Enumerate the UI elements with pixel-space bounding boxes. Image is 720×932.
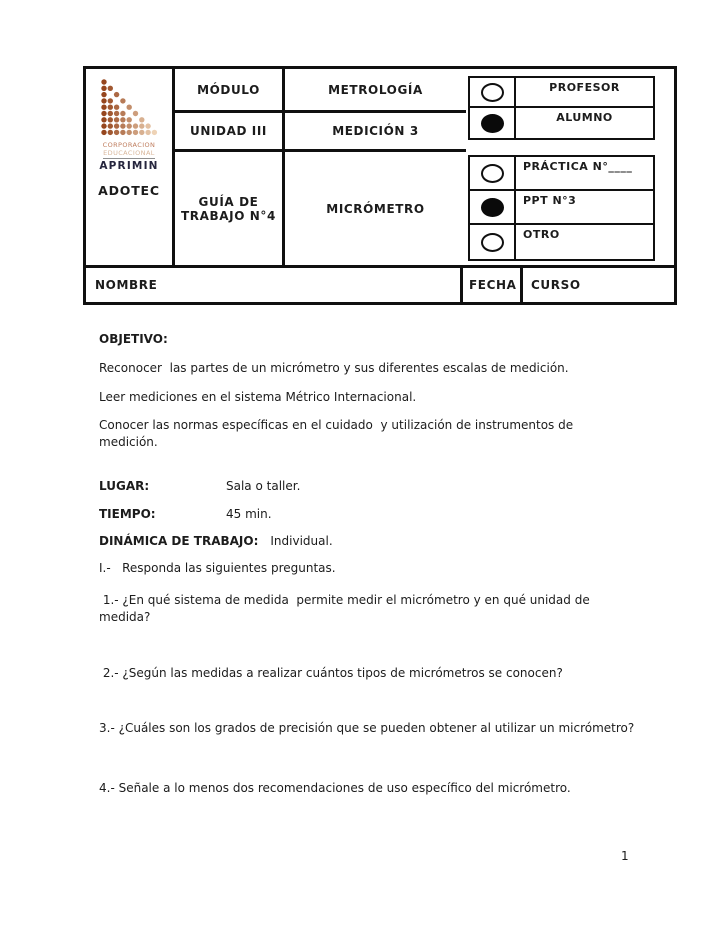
alumno-checkbox[interactable] xyxy=(481,114,504,133)
checkbox-row-otro xyxy=(470,225,653,259)
profesor-checkbox-cell xyxy=(470,78,516,106)
objective-heading: OBJETIVO: xyxy=(99,332,168,346)
checkbox-row-profesor xyxy=(470,78,653,108)
org-name-adotec: ADOTEC xyxy=(98,183,160,198)
header-row-modulo xyxy=(175,69,466,113)
guia-label: GUÍA DE TRABAJO N°4 xyxy=(175,152,285,265)
document-body xyxy=(99,331,647,797)
checkbox-row-alumno xyxy=(470,108,653,138)
lugar-label: LUGAR: xyxy=(99,479,150,493)
objective-item: Conocer las normas específicas en el cuidado y utilización de instrumentos de medición. xyxy=(99,418,577,449)
practica-checkbox-cell xyxy=(470,157,516,189)
tiempo-value: 45 min. xyxy=(226,507,272,521)
otro-checkbox[interactable] xyxy=(481,233,504,252)
checkbox-row-ppt xyxy=(470,191,653,225)
header-fields-row xyxy=(86,265,674,302)
fecha-field: FECHA xyxy=(460,268,520,302)
ppt-checkbox-cell xyxy=(470,191,516,223)
header-row-unidad xyxy=(175,113,466,152)
otro-checkbox-cell xyxy=(470,225,516,259)
curso-field: CURSO xyxy=(520,268,674,302)
practica-label: PRÁCTICA N°____ xyxy=(523,160,633,173)
header-info-grid xyxy=(175,69,466,265)
checkbox-column xyxy=(463,69,674,265)
tiempo-label: TIEMPO: xyxy=(99,507,156,521)
material-checkbox-group xyxy=(468,155,655,261)
modulo-label: MÓDULO xyxy=(175,69,285,110)
logo-text-educacional: EDUCACIONAL xyxy=(103,149,155,157)
logo-text-aprimin: APRIMIN xyxy=(99,160,159,172)
question-2: 2.- ¿Según las medidas a realizar cuántos tipos de micrómetros se conocen? xyxy=(99,666,563,680)
detail-tiempo xyxy=(99,506,647,523)
unidad-label: UNIDAD III xyxy=(175,113,285,149)
ppt-label: PPT N°3 xyxy=(523,194,577,207)
page-number: 1 xyxy=(621,849,629,863)
nombre-field: NOMBRE xyxy=(95,278,158,292)
profesor-checkbox[interactable] xyxy=(481,83,504,102)
modulo-value: METROLOGÍA xyxy=(328,82,423,97)
ppt-checkbox[interactable] xyxy=(481,198,504,217)
guia-value: MICRÓMETRO xyxy=(326,201,425,216)
alumno-checkbox-cell xyxy=(470,108,516,138)
audience-checkbox-group xyxy=(468,76,655,140)
otro-label: OTRO xyxy=(523,228,560,241)
detail-dinamica xyxy=(99,533,647,550)
aprimin-logo-dots xyxy=(99,77,159,139)
dinamica-label: DINÁMICA DE TRABAJO: xyxy=(99,534,259,548)
alumno-label: ALUMNO xyxy=(556,111,613,124)
question-4: 4.- Señale a lo menos dos recomendaciones de uso específico del micrómetro. xyxy=(99,781,571,795)
question-3: 3.- ¿Cuáles son los grados de precisión que se pueden obtener al utilizar un micrómetro? xyxy=(99,721,635,735)
header-table xyxy=(83,66,677,305)
objective-item: Reconocer las partes de un micrómetro y sus diferentes escalas de medición. xyxy=(99,361,569,375)
detail-lugar xyxy=(99,478,647,495)
unidad-value: MEDICIÓN 3 xyxy=(332,124,419,138)
header-row-guia xyxy=(175,152,466,265)
dinamica-value: Individual. xyxy=(270,534,333,548)
lugar-value: Sala o taller. xyxy=(226,479,301,493)
practica-checkbox[interactable] xyxy=(481,164,504,183)
objective-item: Leer mediciones en el sistema Métrico Internacional. xyxy=(99,390,417,404)
logo-cell xyxy=(86,69,175,265)
section-1-heading: I.- Responda las siguientes preguntas. xyxy=(99,561,336,575)
profesor-label: PROFESOR xyxy=(549,81,620,94)
question-1: 1.- ¿En qué sistema de medida permite medir el micrómetro y en qué unidad de medida? xyxy=(99,593,594,624)
logo-text-corporacion: CORPORACION xyxy=(102,141,156,149)
checkbox-row-practica xyxy=(470,157,653,191)
header-main xyxy=(86,69,674,265)
